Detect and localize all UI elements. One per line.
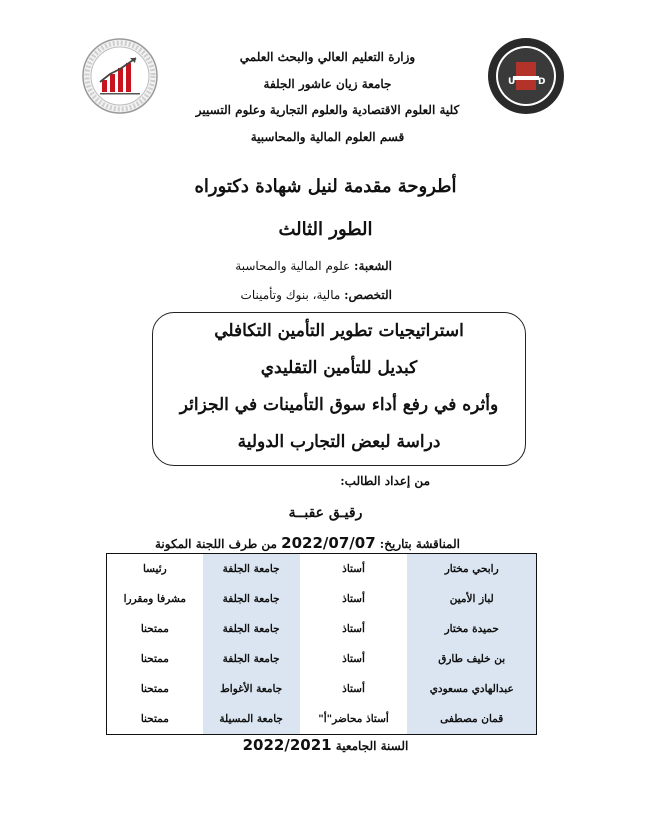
committee-member-name: عبدالهادي مسعودي xyxy=(407,674,536,704)
thesis-title-line: استراتيجيات تطوير التأمين التكافلي xyxy=(214,321,464,341)
committee-row xyxy=(107,614,537,644)
committee-member-university: جامعة الجلفة xyxy=(203,554,300,585)
branch-value: علوم المالية والمحاسبة xyxy=(235,259,355,273)
thesis-title-box xyxy=(152,312,526,466)
discussion-prefix: المناقشة بتاريخ: xyxy=(375,537,460,551)
committee-member-rank: أستاذ xyxy=(342,653,365,665)
committee-row xyxy=(107,674,537,704)
discussion-date: 2022/07/07 xyxy=(281,534,376,552)
faculty-line: كلية العلوم الاقتصادية والعلوم التجارية وعلوم التسيير xyxy=(195,103,460,117)
committee-member-university: جامعة الجلفة xyxy=(203,584,300,614)
academic-year-label: السنة الجامعية xyxy=(331,739,409,753)
committee-member-role: رئيسا xyxy=(142,563,167,575)
committee-member-rank: أستاذ xyxy=(342,683,365,695)
committee-member-rank: أستاذ محاضر"أ" xyxy=(318,713,389,725)
committee-row xyxy=(107,554,537,585)
committee-member-name: بن خليف طارق xyxy=(407,644,536,674)
committee-member-name: حميدة مختار xyxy=(407,614,536,644)
committee-member-rank: أستاذ xyxy=(342,563,365,575)
committee-member-university: جامعة الجلفة xyxy=(203,644,300,674)
committee-member-name: لباز الأمين xyxy=(407,584,536,614)
committee-member-university: جامعة الجلفة xyxy=(203,614,300,644)
committee-member-role: ممتحنا xyxy=(140,623,169,635)
university-line: جامعة زيان عاشور الجلفة xyxy=(263,76,392,91)
committee-row xyxy=(107,644,537,674)
svg-text:D: D xyxy=(538,77,546,87)
committee-member-university: جامعة المسيلة xyxy=(203,704,300,735)
committee-member-university: جامعة الأغواط xyxy=(203,674,300,704)
thesis-title-line: دراسة لبعض التجارب الدولية xyxy=(237,432,441,452)
institution-header xyxy=(150,44,505,150)
committee-member-name: قمان مصطفى xyxy=(407,704,536,735)
committee-member-role: ممتحنا xyxy=(140,683,169,695)
branch-line xyxy=(180,259,392,273)
committee-member-name: رابحي مختار xyxy=(407,554,536,585)
committee-member-role: ممتحنا xyxy=(140,713,169,725)
thesis-cycle-title: الطور الثالث xyxy=(278,219,373,240)
committee-member-role: ممتحنا xyxy=(140,653,169,665)
academic-year-value: 2022/2021 xyxy=(242,736,332,754)
discussion-suffix: من طرف اللجنة المكونة xyxy=(154,537,277,551)
student-name: رقيـق عقبــة xyxy=(288,505,363,521)
thesis-title-line: وأثره في رفع أداء سوق التأمينات في الجزائر xyxy=(179,395,499,415)
specialty-value: مالية، بنوك وتأمينات xyxy=(240,288,345,302)
svg-text:U: U xyxy=(508,77,516,87)
thesis-title-line: كبديل للتأمين التقليدي xyxy=(260,358,418,378)
specialty-line xyxy=(180,288,392,302)
prepared-by-label: من إعداد الطالب: xyxy=(340,474,430,488)
committee-member-rank: أستاذ xyxy=(342,623,365,635)
faculty-logo xyxy=(80,36,160,116)
committee-member-rank: أستاذ xyxy=(342,593,365,605)
committee-table xyxy=(106,553,537,735)
department-line: قسم العلوم المالية والمحاسبية xyxy=(250,129,405,144)
branch-label: الشعبة: xyxy=(354,259,392,273)
ministry-line: وزارة التعليم العالي والبحث العلمي xyxy=(239,50,416,64)
specialty-label: التخصص: xyxy=(344,288,392,302)
committee-row xyxy=(107,704,537,735)
committee-member-role: مشرفا ومقررا xyxy=(123,593,187,605)
thesis-degree-title: أطروحة مقدمة لنيل شهادة دكتوراه xyxy=(194,176,457,197)
academic-year xyxy=(0,736,651,754)
committee-row xyxy=(107,584,537,614)
